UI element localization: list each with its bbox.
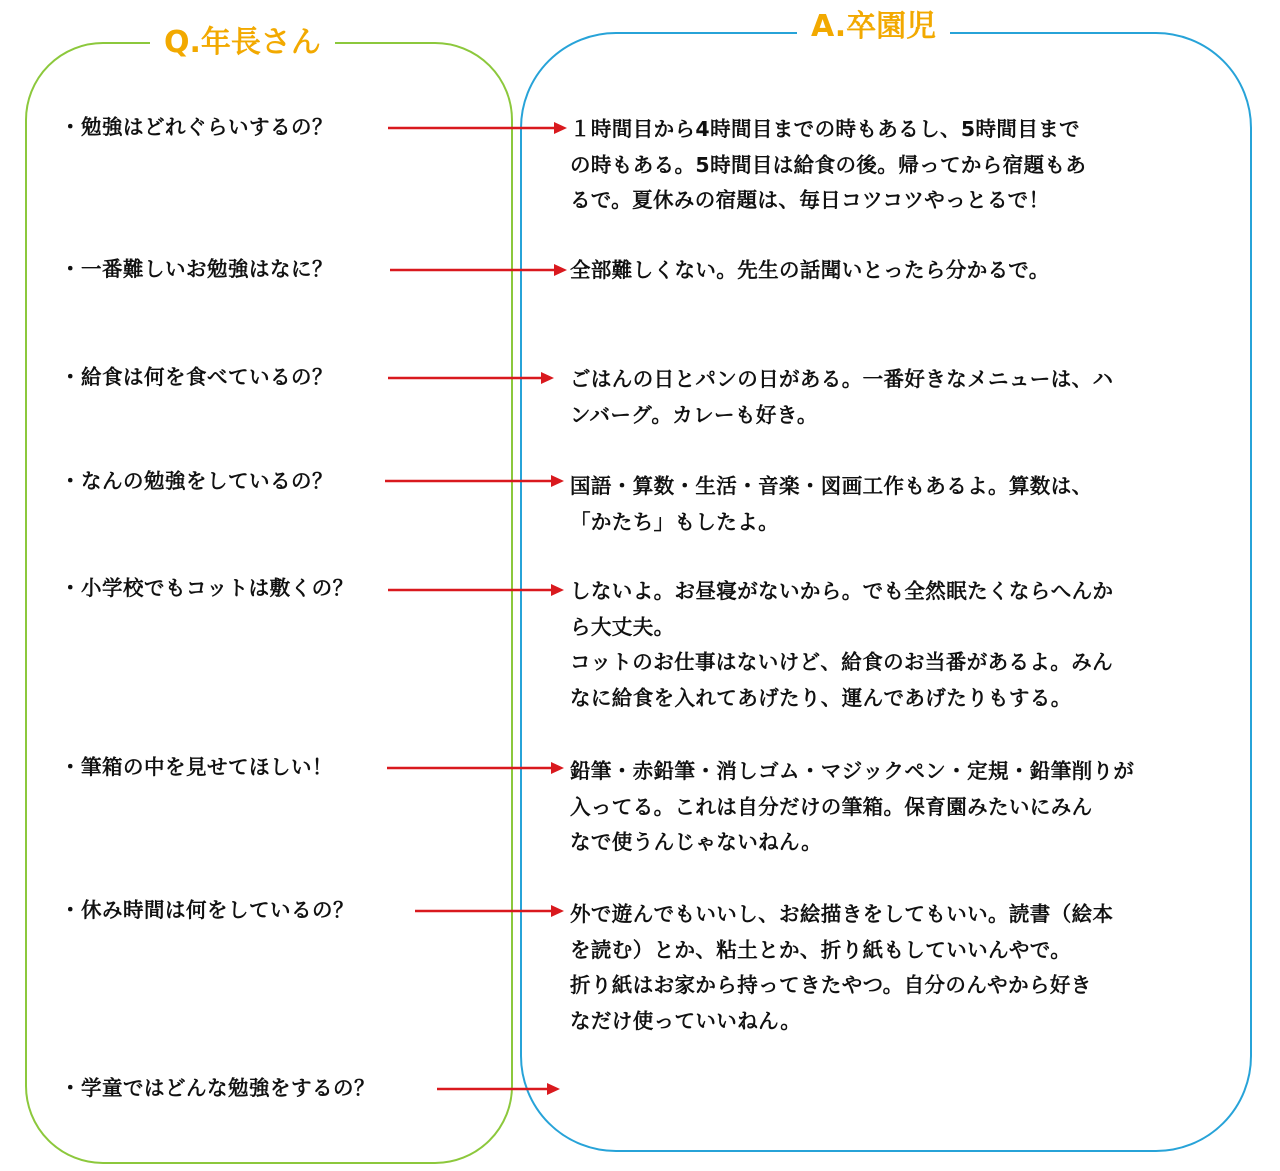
arrow-4 <box>385 475 564 487</box>
question-6: ・筆箱の中を見せてほしい！ <box>60 755 333 779</box>
question-8: ・学童ではどんな勉強をするの？ <box>60 1076 375 1100</box>
arrow-6 <box>387 762 564 774</box>
answer-7: 外で遊んでもいいし、お絵描きをしてもいい。読書（絵本 を読む）とか、粘土とか、折り紙もしていいんやで。 折り紙はお家から持ってきたやつ。自分のんやから好き なだけ使っていいねん。 <box>570 902 1114 1033</box>
answer-4: 国語・算数・生活・音楽・図画工作もあるよ。算数は、 「かたち」もしたよ。 <box>570 474 1093 534</box>
arrow-7 <box>415 905 564 917</box>
answer-6: 鉛筆・赤鉛筆・消しゴム・マジックペン・定規・鉛筆削りが 入ってる。これは自分だけの筆箱。保育園みたいにみん なで使うんじゃないねん。 <box>570 759 1135 854</box>
question-2: ・一番難しいお勉強はなに？ <box>60 257 333 281</box>
question-5: ・小学校でもコットは敷くの？ <box>60 576 354 600</box>
arrow-5 <box>388 584 564 596</box>
answer-5: しないよ。お昼寝がないから。でも全然眠たくならへんか ら大丈夫。 コットのお仕事はないけど、給食のお当番があるよ。みん なに給食を入れてあげたり、運んであげたりもする。 <box>570 579 1114 710</box>
answer-1: １時間目から4時間目までの時もあるし、5時間目まで の時もある。5時間目は給食の後。帰ってから宿題もあ るで。夏休みの宿題は、毎日コツコツやっとるで！ <box>570 117 1087 212</box>
answer-3: ごはんの日とパンの日がある。一番好きなメニューは、ハ ンバーグ。カレーも好き。 <box>570 367 1114 427</box>
question-column-heading: Q.年長さん <box>150 24 335 62</box>
arrow-8 <box>437 1083 560 1095</box>
answer-2: 全部難しくない。先生の話聞いとったら分かるで。 <box>570 258 1050 282</box>
question-3: ・給食は何を食べているの？ <box>60 365 333 389</box>
arrow-2 <box>390 264 567 276</box>
question-1: ・勉強はどれぐらいするの？ <box>60 115 333 139</box>
arrow-3 <box>388 372 554 384</box>
answer-column-heading: A.卒園児 <box>797 8 950 46</box>
question-7: ・休み時間は何をしているの？ <box>60 898 354 922</box>
question-4: ・なんの勉強をしているの？ <box>60 469 333 493</box>
arrow-1 <box>388 122 567 134</box>
